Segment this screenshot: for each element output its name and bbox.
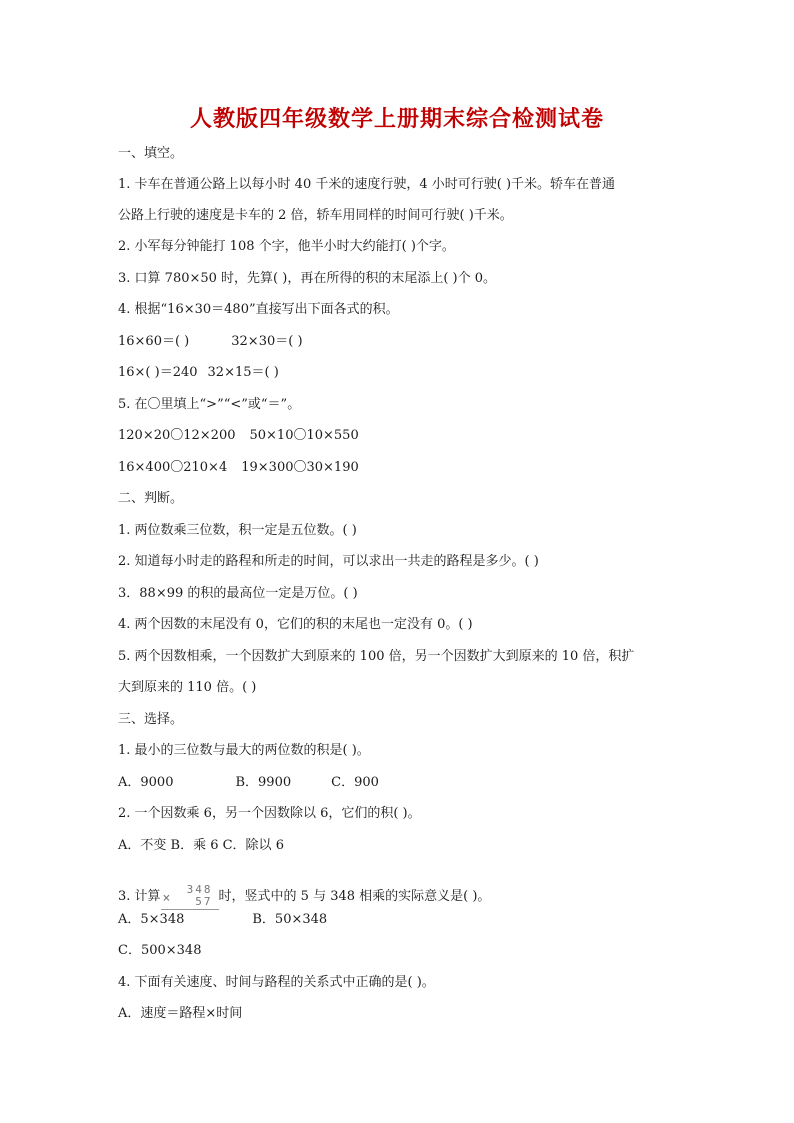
question-1-5-row-2	[118, 460, 359, 476]
question-3-4-option-a: A．速度＝路程×时间	[118, 1006, 243, 1021]
page-title: 人教版四年级数学上册期末综合检测试卷	[189, 106, 604, 132]
question-3-3-option-c: C．500×348	[118, 943, 202, 958]
section-heading-fill-in: 一、填空。	[118, 146, 184, 161]
question-1-4-row-2	[118, 365, 279, 381]
times-sign: ×	[162, 891, 171, 906]
vertical-rule	[161, 909, 219, 910]
question-2-2: 2. 知道每小时走的路程和所走的时间，可以求出一共走的路程是多少。( )	[118, 554, 539, 569]
question-3-1-options	[118, 775, 379, 791]
question-1-4: 4. 根据“16×30＝480”直接写出下面各式的积。	[118, 302, 399, 317]
question-3-2: 2. 一个因数乘 6，另一个因数除以 6，它们的积( )。	[118, 806, 421, 821]
section-heading-judge: 二、判断。	[118, 491, 184, 506]
question-2-5-line-2: 大到原来的 110 倍。( )	[118, 680, 257, 695]
expr: 120×20〇12×200	[118, 428, 236, 443]
expr: 16×60＝( )	[118, 334, 190, 349]
option-b: B．50×348	[252, 912, 328, 927]
question-2-5-line-1: 5. 两个因数相乘，一个因数扩大到原来的 100 倍，另一个因数扩大到原来的 10 倍，积扩	[118, 649, 635, 664]
question-1-1-line-1: 1. 卡车在普通公路上以每小时 40 千米的速度行驶，4 小时可行驶( )千米。轿车在普通	[118, 177, 616, 192]
question-3-3-options-1	[118, 912, 327, 928]
expr: 32×15＝( )	[207, 365, 279, 380]
question-3-3-suffix: 时，竖式中的 5 与 348 相乘的实际意义是( )。	[218, 889, 491, 904]
option-a: A．5×348	[118, 912, 185, 927]
question-3-1: 1. 最小的三位数与最大的两位数的积是( )。	[118, 743, 370, 758]
question-1-5: 5. 在〇里填上“>”“<”或“＝”。	[118, 397, 301, 412]
question-3-3-prefix: 3. 计算	[118, 889, 161, 904]
option-c: C．900	[331, 775, 379, 790]
question-3-2-options: A．不变 B．乘 6 C．除以 6	[118, 838, 284, 853]
question-1-1-line-2: 公路上行驶的速度是卡车的 2 倍，轿车用同样的时间可行驶( )千米。	[118, 208, 513, 223]
question-1-5-row-1	[118, 428, 359, 444]
expr: 16×( )＝240	[118, 365, 198, 380]
expr: 16×400〇210×4	[118, 460, 228, 475]
question-1-2: 2. 小军每分钟能打 108 个字，他半小时大约能打( )个字。	[118, 239, 455, 254]
option-a: A．9000	[118, 775, 174, 790]
expr: 50×10〇10×550	[249, 428, 359, 443]
multiplicand: 348	[186, 883, 213, 896]
question-2-1: 1. 两位数乘三位数，积一定是五位数。( )	[118, 523, 357, 538]
question-2-3: 3．88×99 的积的最高位一定是万位。( )	[118, 586, 358, 601]
question-2-4: 4. 两个因数的末尾没有 0，它们的积的末尾也一定没有 0。( )	[118, 617, 473, 632]
question-3-4: 4. 下面有关速度、时间与路程的关系式中正确的是( )。	[118, 975, 435, 990]
section-heading-choose: 三、选择。	[118, 712, 184, 727]
question-3-3	[118, 882, 490, 912]
multiplier: 57	[195, 895, 213, 908]
option-b: B．9900	[235, 775, 292, 790]
question-1-4-row-1	[118, 334, 303, 350]
question-1-3: 3. 口算 780×50 时，先算( )，再在所得的积的末尾添上( )个 0。	[118, 271, 497, 286]
vertical-multiplication	[161, 882, 219, 912]
expr: 32×30＝( )	[231, 334, 303, 349]
expr: 19×300〇30×190	[241, 460, 359, 475]
